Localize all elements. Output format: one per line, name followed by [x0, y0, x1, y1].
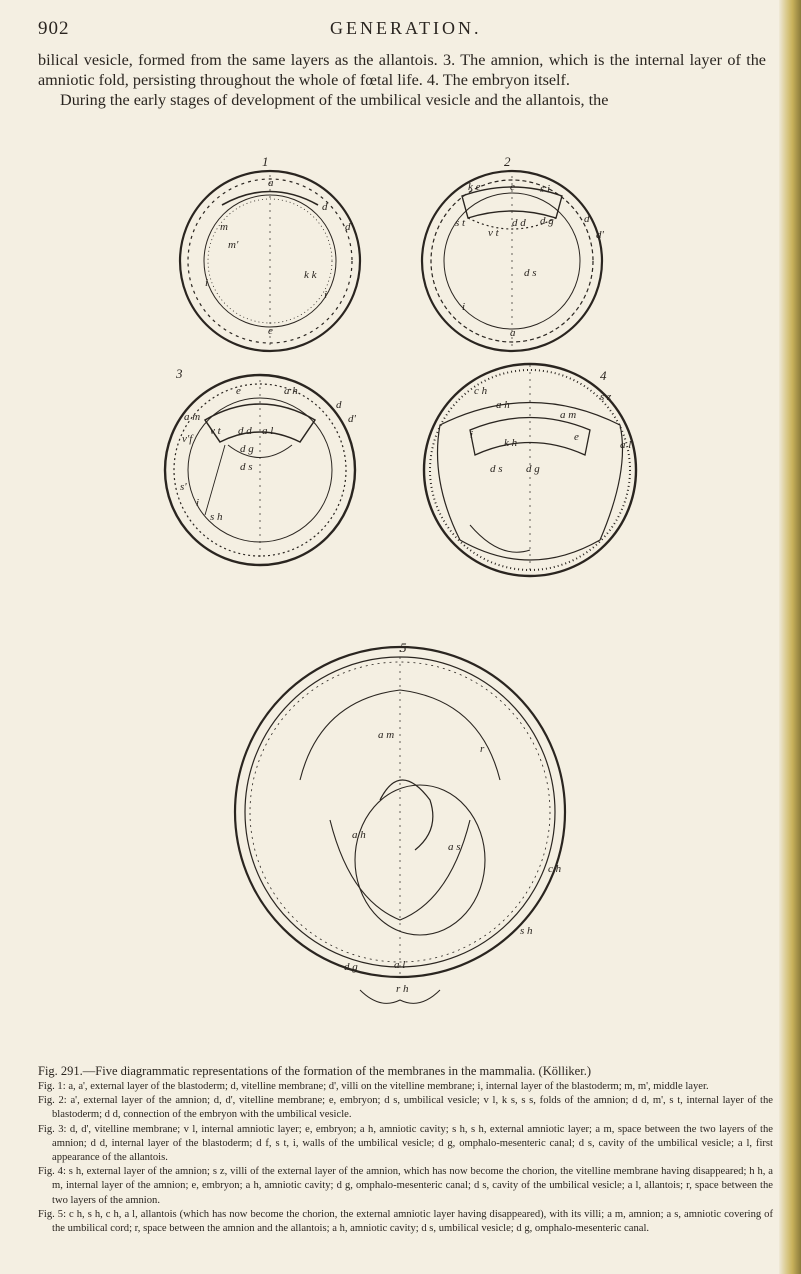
fig-number-1: 1	[262, 154, 269, 169]
fig3-label: d d	[238, 425, 252, 437]
fig5-label: r h	[396, 983, 409, 995]
fig5-label: a s	[448, 841, 461, 853]
fig2-label: i	[462, 301, 466, 313]
fig4-label: e	[574, 431, 579, 443]
paragraph: bilical vesicle, formed from the same layers as the allantois. 3. The amnion, which is the internal layer of the amniotic fold, persisting throughout the whole of fœtal life. 4. The embryon itself.	[38, 51, 766, 89]
fig-number-4: 4	[600, 368, 607, 383]
fig1-label: k k	[304, 269, 317, 281]
fig2-diagram	[422, 171, 602, 351]
caption-entry: Fig. 5: c h, s h, c h, a l, allantois (which has now become the chorion, the external amniotic layer having disappeared), with its villi; a m, amnion; a s, amniotic covering of the umbilical cord; r, space between the amnion and the allantois; a h, amniotic cavity; d s, umbilical vesicle; d g, omphalo-mesenteric canal.	[38, 1208, 773, 1235]
fig1-diagram	[180, 171, 360, 351]
running-head: GENERATION.	[330, 18, 482, 38]
fig2-label: d g	[540, 215, 554, 227]
caption-entry: Fig. 1: a, a', external layer of the blastoderm; d, vitelline membrane; d', villi on the vitelline membrane; i, internal layer of the blastoderm; m, m', middle layer.	[38, 1081, 709, 1092]
caption-title: Fig. 291.—Five diagrammatic representations of the formation of the membranes in the mammalia. (Kölliker.)	[38, 1064, 591, 1078]
fig4-label: a l	[620, 439, 632, 451]
fig2-label: d s	[524, 267, 537, 279]
fig1-label: a	[268, 177, 274, 189]
fig4-label: d s	[490, 463, 503, 475]
fig2-label: d'	[596, 229, 604, 241]
fig3-label: v t	[210, 425, 221, 437]
fig4-label: d g	[526, 463, 540, 475]
fig5-diagram	[235, 647, 565, 1003]
fig3-label: e	[236, 385, 241, 397]
fig3-label: d'	[348, 413, 356, 425]
fig-number-2: 2	[504, 154, 511, 169]
fig3-label: v'f	[182, 433, 193, 445]
fig5-label: a m	[378, 729, 395, 741]
fig1-label: d	[322, 201, 328, 213]
fig2-label: d d	[512, 217, 526, 229]
fig4-label: a h	[496, 399, 510, 411]
caption-entry: Fig. 4: s h, external layer of the amnion; s z, villi of the external layer of the amnion, which has now become the chorion, the vitelline membrane having disappeared; h h, a m, internal layer of the amnion; e, embryon; a h, amniotic cavity; d g, omphalo-mesenteric canal; d s, cavity of the umbilical vesicle; a l, allantois; r, space between the two layers of the amnion.	[38, 1166, 773, 1206]
fig5-label: s h	[520, 925, 533, 937]
fig4-label: i	[470, 429, 474, 441]
fig4-label: k h	[504, 437, 518, 449]
caption-entry: Fig. 2: a', external layer of the amnion; d, d', vitelline membrane; e, embryon; d s, umbilical vesicle; v l, k s, s s, folds of the amnion; d d, m', s t, internal layer of the blastoderm; d d, connection of the embryon with the umbilical vesicle.	[38, 1095, 773, 1121]
fig2-label: v t	[488, 227, 499, 239]
fig3-label: d g	[240, 443, 254, 455]
fig1-label: m	[220, 221, 228, 233]
fig3-label: a m	[184, 411, 201, 423]
fig2-label: a	[510, 327, 516, 339]
fig5-label: d g	[344, 961, 358, 973]
fig1-label: m'	[228, 239, 239, 251]
fig3-label: a l	[262, 425, 274, 437]
paragraph: During the early stages of development of the umbilical vesicle and the allantois, the	[60, 91, 609, 109]
fig1-label: e	[268, 325, 273, 337]
fig2-label: s t	[455, 217, 466, 229]
figure-caption	[38, 1064, 773, 1236]
fig1-label: i	[205, 277, 209, 289]
fig2-label: s i	[540, 183, 551, 195]
fig2-label: k e	[468, 181, 481, 193]
fig5-label: c h	[548, 863, 562, 875]
fig3-label: s'	[180, 481, 187, 493]
fig1-label: d'	[345, 221, 353, 233]
fig4-label: s z	[600, 391, 612, 403]
fig2-label: e	[510, 181, 515, 193]
fig3-label: i	[196, 497, 200, 509]
caption-entry: Fig. 3: d, d', vitelline membrane; v l, internal amniotic layer; e, embryon; a h, amniotic cavity; s h, s h, external amniotic layer; a m, space between the two layers of the amnion; d d, internal layer of the blastoderm; d f, s t, i, walls of the umbilical vesicle; d g, omphalo-mesenteric canal; d s, cavity of the umbilical vesicle; a l, first appearance of the allantois.	[38, 1123, 773, 1164]
fig3-label: s h	[210, 511, 223, 523]
fig3-label: a h	[284, 385, 298, 397]
fig5-label: a l	[394, 959, 406, 971]
fig2-label: d	[584, 213, 590, 225]
fig5-label: r	[480, 743, 485, 755]
fig5-label: a h	[352, 829, 366, 841]
page-number: 902	[38, 18, 70, 39]
fig4-label: a m	[560, 409, 577, 421]
fig1-label: i	[324, 289, 328, 301]
fig3-diagram	[165, 375, 355, 565]
fig-number-5: 5	[400, 640, 407, 655]
fig3-label: d s	[240, 461, 253, 473]
fig3-label: d	[336, 399, 342, 411]
fig4-label: c h	[474, 385, 488, 397]
fig-number-3: 3	[176, 366, 183, 381]
